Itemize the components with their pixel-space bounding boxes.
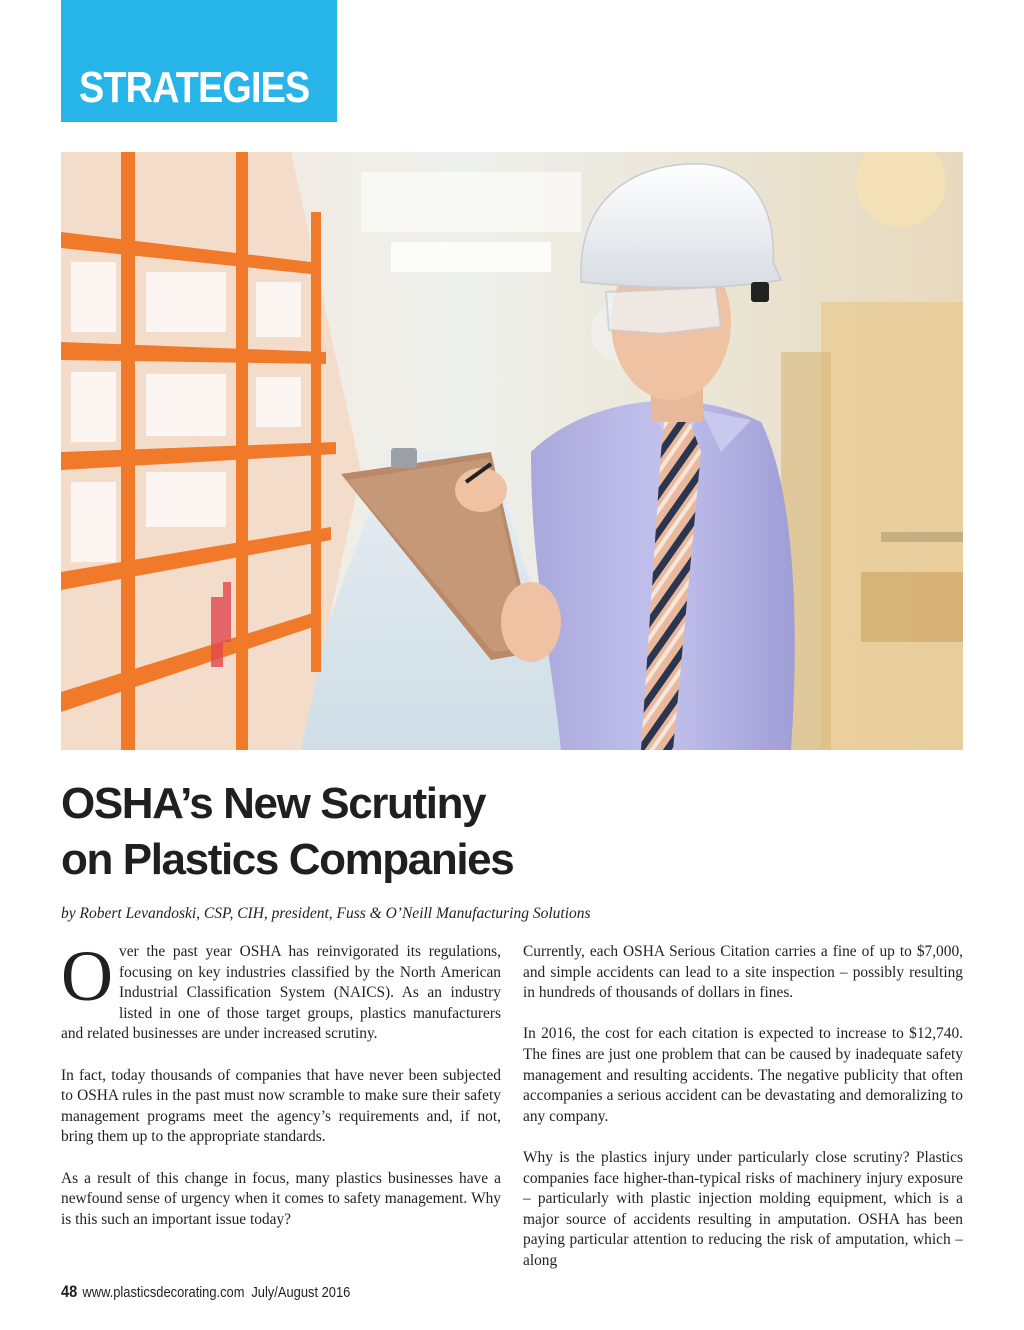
article-headline [61,776,761,888]
section-label: STRATEGIES [79,63,310,112]
article-column-right [523,942,963,1292]
paragraph [61,936,501,1045]
drop-cap: O [61,936,113,1016]
section-tab [61,0,337,122]
article-column-left [61,936,501,1251]
byline: by Robert Levandoski, CSP, CIH, president, Fuss & O’Neill Manufacturing Solutions [61,905,591,922]
paragraph: As a result of this change in focus, many plastics businesses have a newfound sense of urgency when it comes to safety management. Why is this such an important issue today? [61,1169,501,1228]
website-link[interactable]: www.plasticsdecorating.com [82,1284,245,1301]
paragraph: Why is the plastics injury under particularly close scrutiny? Plastics companies face higher-than-typical risks of machinery injury exposure – particularly with plastic injection molding equipment, which is a major source of accidents resulting in amputation. OSHA has been paying particular attention to reducing the risk of amputation, which – along [523,1148,963,1269]
page-footer [61,1281,577,1304]
paragraph: In fact, today thousands of companies that have never been subjected to OSHA rules in the past must now scramble to make sure their safety management programs meet the agency’s requirements and, if not, bring them up to the appropriate standards. [61,1066,501,1146]
headline-line-1: OSHA’s New Scrutiny [61,779,486,828]
headline-line-2: on Plastics Companies [61,835,514,884]
page-number: 48 [61,1282,78,1301]
paragraph: Currently, each OSHA Serious Citation carries a fine of up to $7,000, and simple accidents can lead to a site inspection – possibly resulting in hundreds of thousands of dollars in fines. [523,943,963,1002]
issue-date: July/August 2016 [251,1284,351,1301]
paragraph-text: ver the past year OSHA has reinvigorated its regulations, focusing on key industries classified by the North American Industrial Classification System (NAICS). As an industry listed in one of those target groups, plastics manufacturers and related businesses are under increased scrutiny. [61,943,501,1043]
hero-photo [61,152,963,750]
paragraph: In 2016, the cost for each citation is expected to increase to $12,740. The fines are just one problem that can be caused by inadequate safety management and resulting accidents. The negative publicity that often accompanies a serious accident can be devastating and demoralizing to any company. [523,1025,963,1125]
